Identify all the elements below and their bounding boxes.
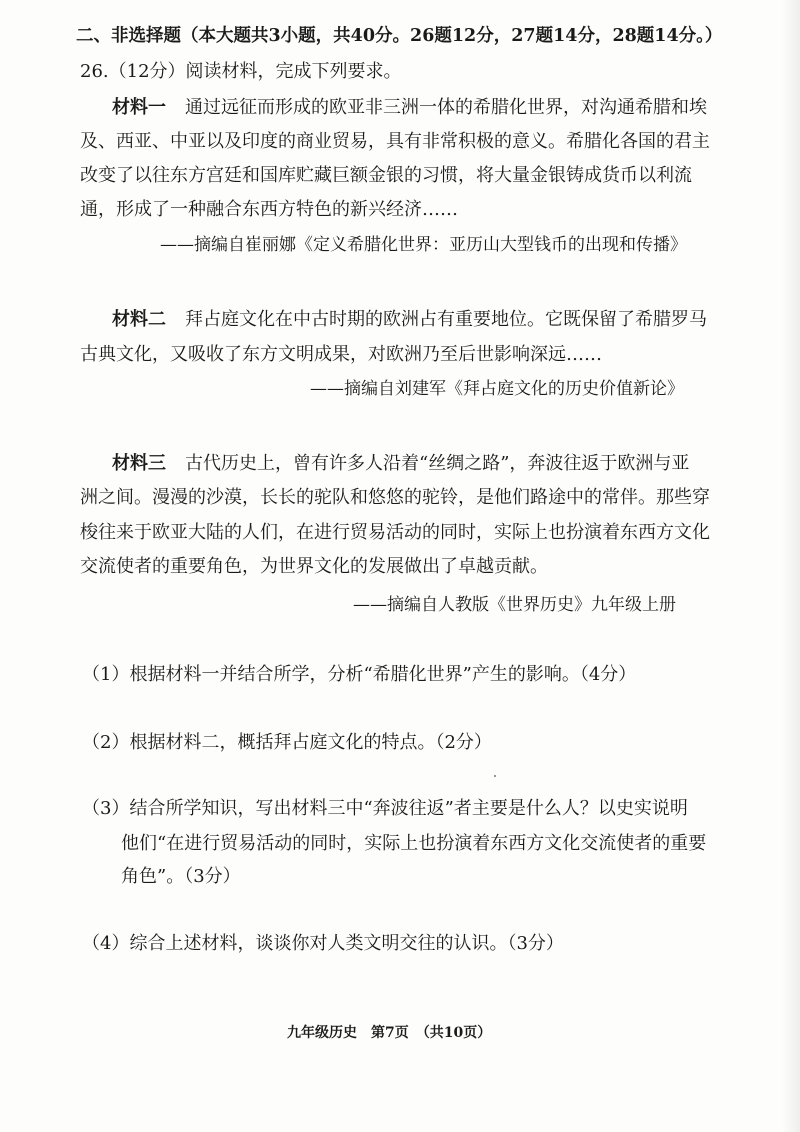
material-2-line: 拜占庭文化在中古时期的欧洲占有重要地位。它既保留了希腊罗马 — [185, 309, 707, 330]
material-3-line: 交流使者的重要角色，为世界文化的发展做出了卓越贡献。 — [80, 556, 548, 577]
scan-edge-shadow — [782, 0, 800, 1132]
material-1-line: 通过远征而形成的欧亚非三洲一体的希腊化世界，对沟通希腊和埃 — [185, 97, 707, 118]
material-3-line: 古代历史上，曾有许多人沿着“丝绸之路”，奔波往返于欧洲与亚 — [185, 453, 690, 474]
subquestion-3-line: （3）结合所学知识，写出材料三中“奔波往返”者主要是什么人？以史实说明 — [82, 798, 688, 819]
material-3-line: 洲之间。漫漫的沙漠，长长的驼队和悠悠的驼铃，是他们路途中的常伴。那些穿 — [80, 487, 710, 508]
material-1-line: 及、西亚、中亚以及印度的商业贸易，具有非常积极的意义。希腊化各国的君主 — [80, 131, 710, 152]
material-2-source: ——摘编自刘建军《拜占庭文化的历史价值新论》 — [310, 379, 684, 399]
scan-speck — [494, 775, 496, 777]
page-footer: 九年级历史 第7页 （共10页） — [287, 1025, 492, 1041]
subquestion-4: （4）综合上述材料，谈谈你对人类文明交往的认识。（3分） — [82, 933, 564, 954]
question-intro: 26.（12分）阅读材料，完成下列要求。 — [80, 61, 402, 82]
material-2-label: 材料二 — [112, 309, 166, 330]
section-header: 二、非选择题（本大题共3小题，共40分。26题12分，27题14分，28题14分。） — [76, 26, 723, 46]
subquestion-2: （2）根据材料二，概括拜占庭文化的特点。（2分） — [82, 732, 492, 753]
material-1-line: 改变了以往东方宫廷和国库贮藏巨额金银的习惯，将大量金银铸成货币以利流 — [80, 165, 692, 186]
material-3-source: ——摘编自人教版《世界历史》九年级上册 — [353, 595, 676, 615]
subquestion-3-line: 他们“在进行贸易活动的同时，实际上也扮演着东西方文化交流使者的重要 — [121, 833, 707, 854]
material-2-line: 古典文化，又吸收了东方文明成果，对欧洲乃至后世影响深远…… — [80, 344, 602, 365]
material-1-label: 材料一 — [112, 97, 166, 118]
subquestion-3-line: 角色”。（3分） — [121, 866, 241, 887]
material-3-label: 材料三 — [112, 453, 166, 474]
material-3-line: 梭往来于欧亚大陆的人们，在进行贸易活动的同时，实际上也扮演着东西方文化 — [80, 522, 710, 543]
material-1-source: ——摘编自崔丽娜《定义希腊化世界：亚历山大型钱币的出现和传播》 — [160, 235, 687, 255]
subquestion-1: （1）根据材料一并结合所学，分析“希腊化世界”产生的影响。（4分） — [82, 664, 637, 685]
material-1-line: 通，形成了一种融合东西方特色的新兴经济…… — [80, 199, 458, 220]
